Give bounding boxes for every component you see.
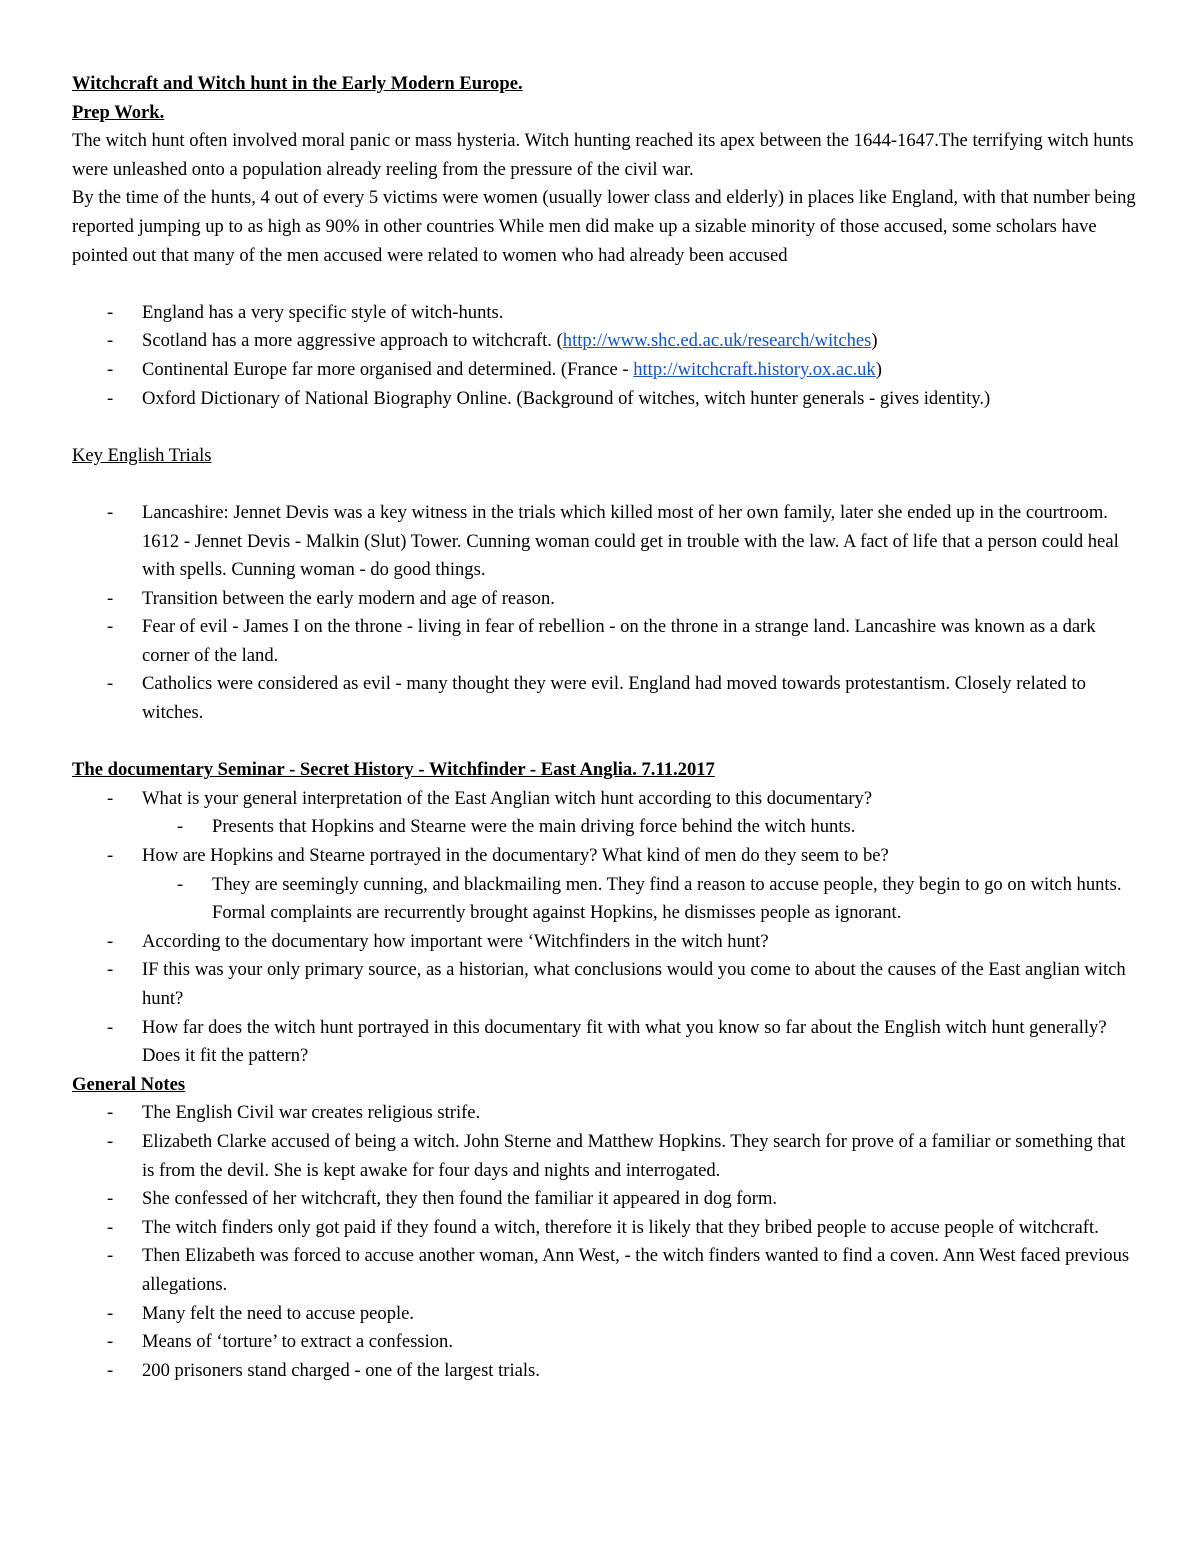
seminar-answer-1: - Presents that Hopkins and Stearne were the main driving force behind the witch hunts. bbox=[72, 813, 1140, 842]
list-item: - 200 prisoners stand charged - one of the largest trials. bbox=[72, 1357, 1140, 1386]
seminar-answer-list-1 bbox=[72, 813, 1140, 842]
spacer bbox=[72, 413, 1140, 442]
list-item-england: - England has a very specific style of witch-hunts. bbox=[72, 299, 1140, 328]
seminar-heading: The documentary Seminar - Secret History - Witchfinder - East Anglia. 7.11.2017 bbox=[72, 759, 715, 781]
list-item: - She confessed of her witchcraft, they then found the familiar it appeared in dog form. bbox=[72, 1185, 1140, 1214]
seminar-answer-2: - They are seemingly cunning, and blackmailing men. They find a reason to accuse people, they begin to go on witch hunts. Formal complaints are recurrently brought against Hopkins, he dismisses people as ignorant. bbox=[72, 871, 1140, 928]
oxford-witchcraft-link[interactable]: http://witchcraft.history.ox.ac.uk bbox=[633, 358, 876, 380]
list-item: - Then Elizabeth was forced to accuse another woman, Ann West, - the witch finders wanted to find a coven. Ann West faced previous allegations. bbox=[72, 1242, 1140, 1299]
prep-work-heading: Prep Work. bbox=[72, 101, 165, 123]
seminar-answer-list-2 bbox=[72, 871, 1140, 928]
list-item: - Catholics were considered as evil - many thought they were evil. England had moved towards protestantism. Closely related to witches. bbox=[72, 670, 1140, 727]
list-item-scotland bbox=[72, 327, 1140, 356]
continental-text: Continental Europe far more organised and determined. (France - bbox=[142, 358, 634, 380]
seminar-question-2: - How are Hopkins and Stearne portrayed in the documentary? What kind of men do they seem to be? bbox=[72, 842, 1140, 871]
trials-list bbox=[72, 499, 1140, 728]
document-title: Witchcraft and Witch hunt in the Early Modern Europe. bbox=[72, 73, 523, 94]
scotland-witches-link[interactable]: http://www.shc.ed.ac.uk/research/witches bbox=[562, 330, 872, 352]
continental-close: ) bbox=[875, 358, 882, 380]
scotland-text: Scotland has a more aggressive approach to witchcraft. ( bbox=[142, 330, 563, 352]
list-item-oxford: - Oxford Dictionary of National Biography Online. (Background of witches, witch hunter generals - gives identity.) bbox=[72, 385, 1140, 414]
seminar-list bbox=[72, 785, 1140, 814]
seminar-question-5: - How far does the witch hunt portrayed in this documentary fit with what you know so far about the English witch hunt generally? Does it fit the pattern? bbox=[72, 1014, 1140, 1071]
seminar-question-1: - What is your general interpretation of the East Anglian witch hunt according to this documentary? bbox=[72, 785, 1140, 814]
spacer bbox=[72, 270, 1140, 299]
prep-paragraph-1: The witch hunt often involved moral panic or mass hysteria. Witch hunting reached its apex between the 1644-1647.The terrifying witch hunts were unleashed onto a population already reeling from the pressure of the civil war. bbox=[72, 130, 1134, 180]
seminar-list bbox=[72, 928, 1140, 1071]
seminar-question-4: - IF this was your only primary source, as a historian, what conclusions would you come to about the causes of the East anglian witch hunt? bbox=[72, 956, 1140, 1013]
list-item: - The witch finders only got paid if they found a witch, therefore it is likely that they bribed people to accuse people of witchcraft. bbox=[72, 1214, 1140, 1243]
notes-list bbox=[72, 1099, 1140, 1385]
scotland-close: ) bbox=[871, 330, 878, 352]
list-item-continental bbox=[72, 356, 1140, 385]
list-item: - Lancashire: Jennet Devis was a key witness in the trials which killed most of her own family, later she ended up in the courtroom. 1612 - Jennet Devis - Malkin (Slut) Tower. Cunning woman could get in trouble with the law. A fact of life that a person could heal with spells. Cunning woman - do good things. bbox=[72, 499, 1140, 585]
list-item: - Means of ‘torture’ to extract a confession. bbox=[72, 1328, 1140, 1357]
general-notes-heading: General Notes bbox=[72, 1073, 186, 1095]
list-item: - Fear of evil - James I on the throne - living in fear of rebellion - on the throne in a strange land. Lancashire was known as a dark corner of the land. bbox=[72, 613, 1140, 670]
seminar-list bbox=[72, 842, 1140, 871]
seminar-question-3: - According to the documentary how important were ‘Witchfinders in the witch hunt? bbox=[72, 928, 1140, 957]
prep-list bbox=[72, 299, 1140, 413]
list-item: - Many felt the need to accuse people. bbox=[72, 1300, 1140, 1329]
list-item: - Transition between the early modern and age of reason. bbox=[72, 585, 1140, 614]
spacer bbox=[72, 470, 1140, 499]
list-item: - Elizabeth Clarke accused of being a witch. John Sterne and Matthew Hopkins. They search for prove of a familiar or something that is from the devil. She is kept awake for four days and nights and interrogated. bbox=[72, 1128, 1140, 1185]
spacer bbox=[72, 728, 1140, 757]
key-trials-heading: Key English Trials bbox=[72, 444, 212, 466]
prep-paragraph-2: By the time of the hunts, 4 out of every 5 victims were women (usually lower class and elderly) in places like England, with that number being reported jumping up to as high as 90% in other countries While men did make up a sizable minority of those accused, some scholars have pointed out that many of the men accused were related to women who had already been accused bbox=[72, 187, 1136, 266]
list-item: - The English Civil war creates religious strife. bbox=[72, 1099, 1140, 1128]
